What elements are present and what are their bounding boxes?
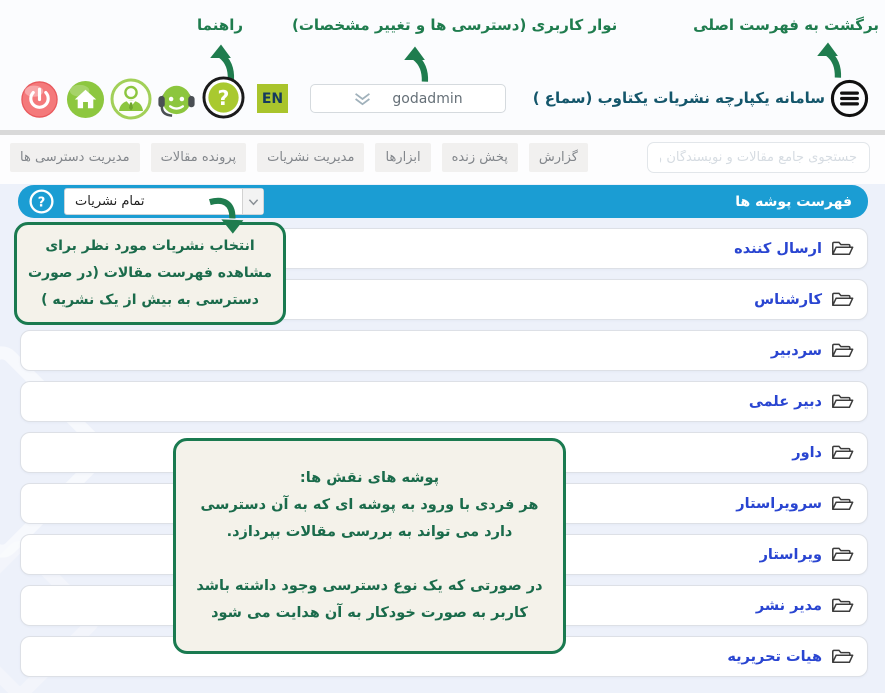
curved-up-arrow-icon [810, 42, 846, 83]
tooltip-line: هر فردی با ورود به پوشه ای که به آن دسترسی [200, 497, 539, 513]
folder-label: ارسال کننده [734, 240, 822, 257]
main-toolbar [10, 142, 870, 173]
tooltip-line [188, 546, 551, 573]
folder-label: ویراستار [759, 546, 822, 563]
profile-icon[interactable] [110, 78, 152, 124]
tab-journal-management[interactable]: مدیریت نشریات [257, 143, 364, 172]
tab-access-management[interactable]: مدیریت دسترسی ها [10, 143, 140, 172]
annotation-user-bar: نوار کاربری (دسترسی ها و تغییر مشخصات) [292, 16, 618, 34]
journal-select-value: تمام نشریات [75, 194, 145, 209]
folder-icon [831, 495, 854, 513]
tab-article-files[interactable]: پرونده مقالات [151, 143, 247, 172]
folder-row-editor-in-chief[interactable] [20, 330, 868, 371]
tooltip-line: کاربر به صورت خودکار به آن هدایت می شود [211, 605, 528, 621]
curved-down-arrow-icon [207, 197, 251, 238]
search-input[interactable] [647, 142, 870, 173]
tab-live-broadcast[interactable]: پخش زنده [442, 143, 518, 172]
annotation-help: راهنما [197, 16, 243, 34]
menu-icon[interactable] [830, 79, 869, 122]
folder-icon [831, 240, 854, 258]
folder-label: هیات تحریریه [727, 648, 822, 665]
folder-icon [831, 444, 854, 462]
folder-icon [831, 342, 854, 360]
folders-bar-title: فهرست پوشه ها [735, 193, 852, 210]
folder-label: کارشناس [754, 291, 822, 308]
svg-text:?: ? [37, 195, 46, 211]
folder-label: داور [792, 444, 822, 461]
folder-label: مدیر نشر [755, 597, 822, 614]
tooltip-line: دارد می تواند به بررسی مقالات بپردازد. [226, 524, 513, 540]
folders-list-bar [18, 185, 868, 218]
folder-label: دبیر علمی [748, 393, 822, 410]
tooltip-line: پوشه های نقش ها: [299, 470, 440, 486]
svg-text:?: ? [217, 85, 230, 110]
folder-icon [831, 648, 854, 666]
folder-row-scientific-editor[interactable] [20, 381, 868, 422]
tooltip-roles-hint [173, 438, 566, 654]
folders-help-icon[interactable] [28, 188, 55, 215]
tooltip-line: در صورتی که یک نوع دسترسی وجود داشته باشد [196, 578, 543, 594]
language-toggle[interactable]: EN [257, 84, 288, 113]
folder-icon [831, 291, 854, 309]
support-icon[interactable] [154, 77, 199, 123]
logout-power-icon[interactable] [21, 81, 58, 122]
folder-icon [831, 546, 854, 564]
chevron-down-icon [353, 91, 372, 107]
home-icon[interactable] [66, 80, 105, 123]
tooltip-text: انتخاب نشریات مورد نظر برای مشاهده فهرست مقالات (در صورت دسترسی به بیش از یک نشریه ) [27, 238, 272, 308]
tab-tools[interactable]: ابزارها [375, 143, 430, 172]
annotation-back-to-main: برگشت به فهرست اصلی [693, 16, 879, 34]
folder-label: سرویراستار [736, 495, 822, 512]
folder-label: سردبیر [770, 342, 822, 359]
system-title: سامانه یکپارچه نشریات یکتاوب (سماع ) [532, 89, 825, 107]
help-icon[interactable] [202, 76, 245, 123]
curved-up-arrow-icon [397, 46, 433, 87]
folder-icon [831, 597, 854, 615]
user-menu[interactable] [310, 84, 506, 113]
folder-icon [831, 393, 854, 411]
username: godadmin [392, 90, 463, 107]
tab-report[interactable]: گزارش [529, 143, 588, 172]
